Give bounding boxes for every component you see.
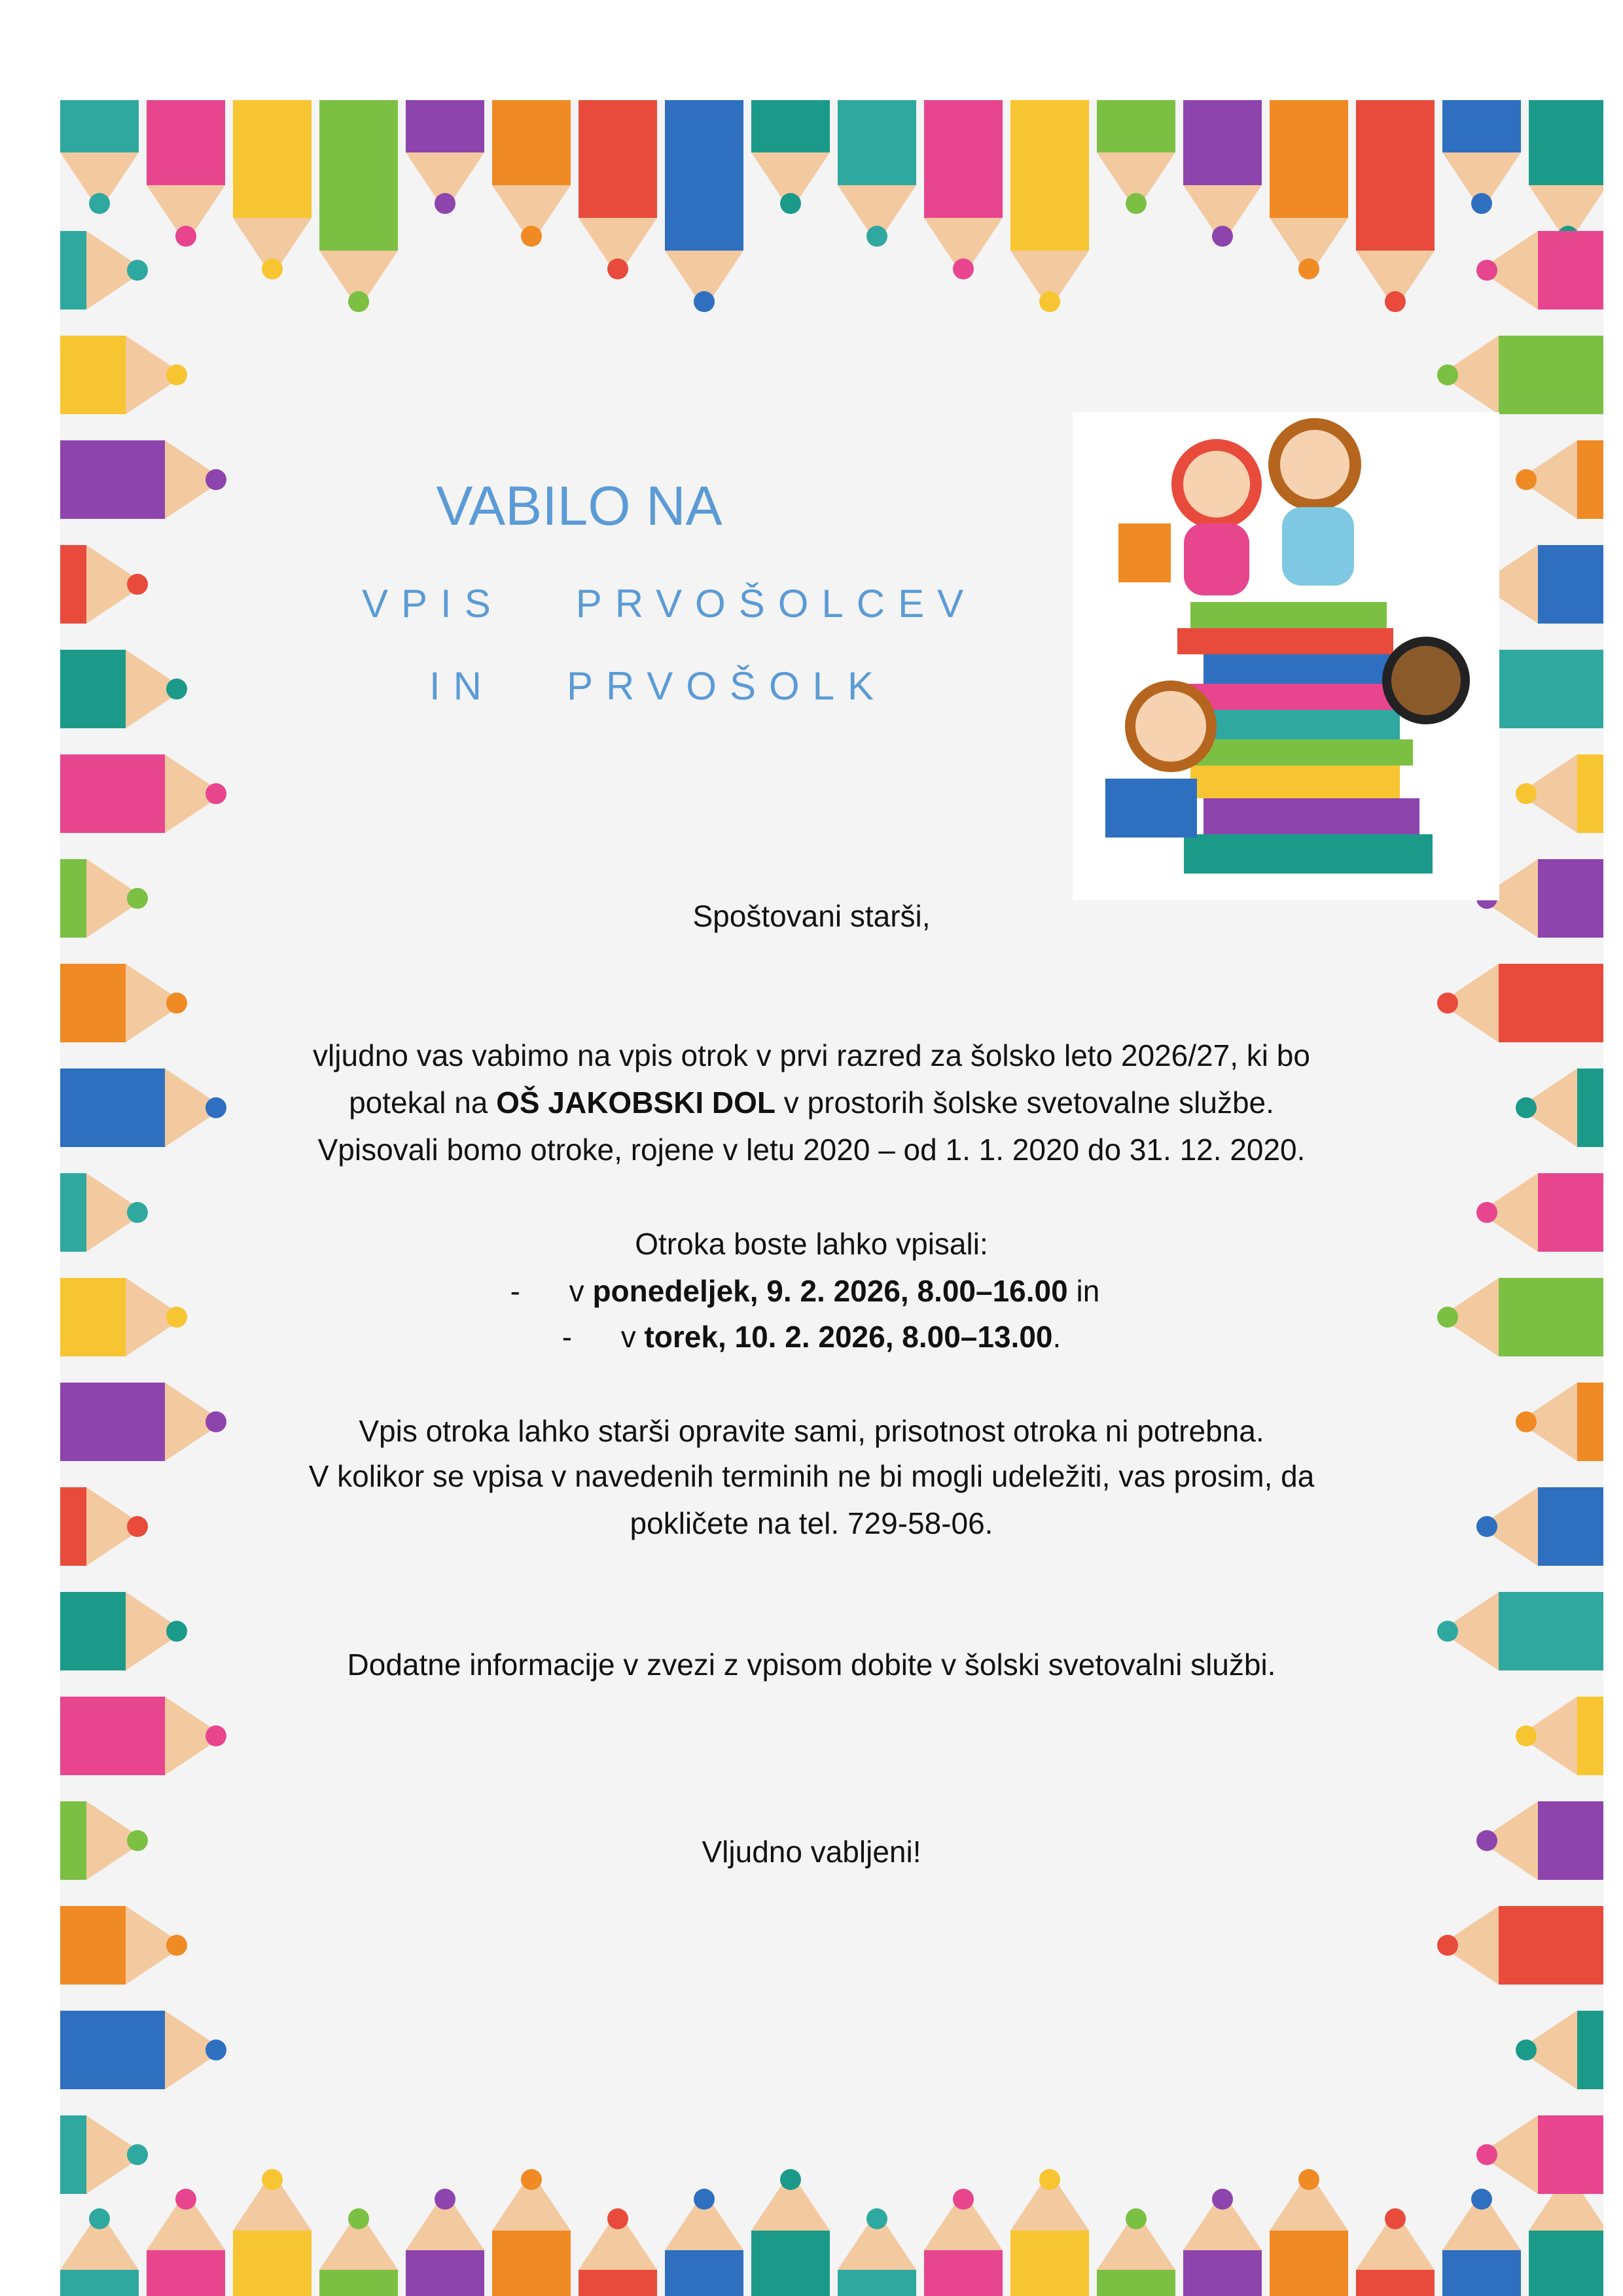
pencil — [1097, 100, 1175, 214]
text: v — [620, 1320, 645, 1354]
pencil — [1476, 231, 1603, 309]
pencil — [147, 2189, 225, 2296]
schedule-item — [0, 1319, 1623, 1354]
pencil — [60, 231, 148, 309]
child-head — [1274, 424, 1355, 505]
date-time: torek, 10. 2. 2026, 8.00–13.00 — [644, 1320, 1053, 1354]
pencil — [838, 100, 916, 247]
book — [1190, 766, 1400, 798]
pencil — [60, 336, 187, 414]
pencil — [60, 100, 139, 214]
pencil — [1437, 1906, 1603, 1985]
pencil — [319, 100, 398, 312]
pencil — [60, 650, 187, 728]
pencil — [1476, 2115, 1603, 2194]
pencil — [60, 2115, 148, 2194]
pencil — [319, 2208, 398, 2296]
pencil — [924, 2189, 1003, 2296]
child-body — [1184, 523, 1249, 595]
pencil — [665, 2189, 743, 2296]
pencil — [579, 2208, 657, 2296]
pencil — [665, 100, 743, 312]
pencil — [60, 1906, 187, 1985]
pencil — [1097, 2208, 1175, 2296]
pencil — [838, 2208, 916, 2296]
bullet: - — [510, 1274, 520, 1308]
pencil — [60, 2208, 139, 2296]
book — [1105, 779, 1197, 838]
pencil — [1442, 2189, 1521, 2296]
child-head — [1130, 686, 1211, 767]
paragraph-line: Vpisovali bomo otroke, rojene v letu 2020 – od 1. 1. 2020 do 31. 12. 2020. — [317, 1133, 1306, 1167]
book — [1197, 710, 1400, 739]
pencil — [1516, 754, 1603, 833]
pencil-border-frame — [60, 100, 1603, 2296]
pencil — [1010, 2169, 1089, 2296]
pencil — [233, 100, 312, 279]
child-body — [1282, 507, 1354, 586]
book — [1184, 684, 1406, 710]
pencil — [751, 100, 830, 214]
text: v — [569, 1274, 593, 1308]
book — [1204, 798, 1419, 834]
pencil — [60, 545, 148, 624]
text: v prostorih šolske svetovalne službe. — [775, 1086, 1274, 1120]
pencil — [1529, 100, 1603, 247]
bullet: - — [562, 1320, 573, 1354]
closing: Vljudno vabljeni! — [702, 1835, 921, 1869]
pencil — [147, 100, 225, 247]
pencil — [60, 964, 187, 1042]
pencil — [492, 2169, 571, 2296]
pencil — [406, 100, 484, 214]
pencil — [1270, 100, 1348, 279]
date-time: ponedeljek, 9. 2. 2026, 8.00–16.00 — [592, 1274, 1068, 1308]
title-line-1: VABILO NA — [436, 475, 722, 537]
child-head — [1387, 641, 1465, 720]
pencil — [924, 100, 1003, 279]
title-line-3: IN PRVOŠOLK — [429, 664, 887, 708]
book — [1204, 654, 1400, 684]
greeting: Spoštovani starši, — [692, 899, 931, 933]
pencil — [1183, 2189, 1262, 2296]
text: in — [1067, 1274, 1100, 1308]
paragraph-line: V kolikor se vpisa v navedenih terminih ne bi mogli udeležiti, vas prosim, da — [308, 1459, 1315, 1493]
pencil — [60, 1697, 226, 1775]
paragraph-line — [0, 1085, 1623, 1120]
pencil — [1516, 1697, 1603, 1775]
pencil — [60, 754, 226, 833]
text: . — [1052, 1320, 1061, 1354]
pencil — [406, 2189, 484, 2296]
pencil — [60, 2011, 226, 2089]
pencil — [1516, 440, 1603, 519]
paragraph-line: Vpis otroka lahko starši opravite sami, prisotnost otroka ni potrebna. — [359, 1414, 1264, 1448]
book — [1184, 834, 1433, 874]
pencil — [1183, 100, 1262, 247]
pencil — [1437, 964, 1603, 1042]
schedule-intro: Otroka boste lahko vpisali: — [635, 1227, 988, 1261]
pencil — [233, 2169, 312, 2296]
title-line-2: VPIS PRVOŠOLCEV — [362, 582, 977, 626]
paragraph-line: pokličete na tel. 729-58-06. — [630, 1506, 993, 1540]
pencil — [1442, 100, 1521, 214]
paragraph-line: vljudno vas vabimo na vpis otrok v prvi razred za šolsko leto 2026/27, ki bo — [313, 1038, 1310, 1072]
pencil — [1437, 336, 1603, 414]
pencil — [579, 100, 657, 279]
book — [1190, 602, 1387, 628]
schedule-item — [0, 1273, 1623, 1309]
text: potekal na — [349, 1086, 497, 1120]
pencil — [1516, 2011, 1603, 2089]
pencil — [1270, 2169, 1348, 2296]
school-name: OŠ JAKOBSKI DOL — [496, 1086, 776, 1120]
child-head — [1177, 445, 1256, 523]
pencil — [1356, 2208, 1435, 2296]
pencil — [1010, 100, 1089, 312]
pencil — [751, 2169, 830, 2296]
pencil — [492, 100, 571, 247]
info-line: Dodatne informacije v zvezi z vpisom dobite v šolski svetovalni službi. — [347, 1648, 1276, 1682]
pencil — [1356, 100, 1435, 312]
book — [1177, 628, 1393, 654]
